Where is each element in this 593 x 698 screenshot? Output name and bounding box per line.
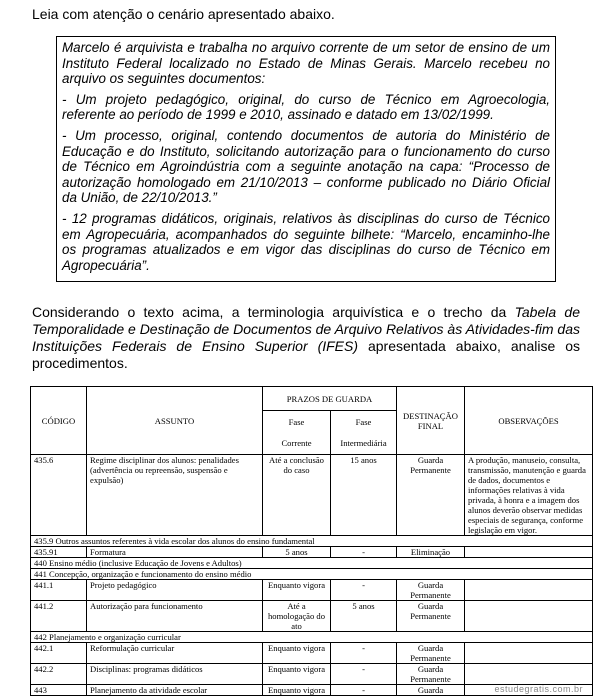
cell-observacoes [465, 664, 593, 685]
cell-corrente: Enquanto vigora [263, 664, 331, 685]
cell-codigo: 442.1 [31, 643, 87, 664]
cell-destinacao: Guarda Permanente [397, 580, 465, 601]
table-row [31, 580, 593, 601]
scenario-paragraph: - Um projeto pedagógico, original, do curso de Técnico em Agroecologia, referente ao período de 1999 e 2010, assinado e datado em 13/02/1999. [62, 91, 550, 123]
cell-corrente: Enquanto vigora [263, 580, 331, 601]
cell-observacoes [465, 643, 593, 664]
table-row [31, 547, 593, 558]
cell-intermediaria: 5 anos [331, 601, 397, 632]
cell-corrente: Até a homologação do ato [263, 601, 331, 632]
cell-assunto: Autorização para funcionamento [87, 601, 263, 632]
scenario-paragraph: Marcelo é arquivista e trabalha no arquivo corrente de um setor de ensino de um Instituto Federal localizado no Estado de Minas Gerais. Marcelo recebeu no arquivo os seguintes documentos: [62, 40, 550, 87]
cell-destinacao: Eliminação [397, 547, 465, 558]
cell-corrente: Enquanto vigora [263, 643, 331, 664]
temporality-table [30, 386, 593, 696]
cell-intermediaria: - [331, 685, 397, 696]
cell-intermediaria: 15 anos [331, 455, 397, 536]
header-corrente: Corrente [263, 433, 331, 455]
cell-destinacao: Guarda Permanente [397, 601, 465, 632]
intro-text: Leia com atenção o cenário apresentado abaixo. [32, 6, 335, 22]
section-row [31, 569, 593, 580]
watermark: estudegratis.com.br [494, 684, 583, 694]
cell-codigo: 435.6 [31, 455, 87, 536]
cell-assunto: Reformulação curricular [87, 643, 263, 664]
section-label: 442 Planejamento e organização curricular [31, 632, 593, 643]
section-row [31, 536, 593, 547]
cell-observacoes [465, 580, 593, 601]
cell-destinacao: Guarda [397, 685, 465, 696]
cell-destinacao: Guarda Permanente [397, 455, 465, 536]
header-destinacao: DESTINAÇÃO FINAL [397, 387, 465, 455]
scenario-box [56, 36, 556, 282]
cell-destinacao: Guarda Permanente [397, 643, 465, 664]
header-codigo: CÓDIGO [31, 387, 87, 455]
cell-intermediaria: - [331, 547, 397, 558]
cell-assunto: Planejamento da atividade escolar [87, 685, 263, 696]
header-fase-corrente: Fase [263, 411, 331, 433]
question-text-part: apresentada abaixo, analise os procedimentos. [32, 338, 580, 371]
cell-destinacao: Guarda Permanente [397, 664, 465, 685]
cell-assunto: Projeto pedagógico [87, 580, 263, 601]
cell-intermediaria: - [331, 580, 397, 601]
cell-assunto: Regime disciplinar dos alunos: penalidades (advertência ou repreensão, suspensão e expulsão) [87, 455, 263, 536]
section-row [31, 558, 593, 569]
header-assunto: ASSUNTO [87, 387, 263, 455]
cell-codigo: 441.2 [31, 601, 87, 632]
cell-codigo: 435.91 [31, 547, 87, 558]
cell-observacoes [465, 547, 593, 558]
table-row [31, 664, 593, 685]
question-text-part: Considerando o texto acima, a terminologia arquivística e o trecho da [32, 304, 515, 320]
header-intermediaria: Intermediária [331, 433, 397, 455]
section-label: 440 Ensino médio (inclusive Educação de Jovens e Adultos) [31, 558, 593, 569]
header-prazos: PRAZOS DE GUARDA [263, 387, 397, 411]
cell-intermediaria: - [331, 664, 397, 685]
header-observacoes: OBSERVAÇÕES [465, 387, 593, 455]
table-row [31, 643, 593, 664]
section-row [31, 632, 593, 643]
scenario-paragraph: - 12 programas didáticos, originais, relativos às disciplinas do curso de Técnico em Agropecuária, acompanhados do seguinte bilhete: “Marcelo, encaminho-lhe os programas atualizados e em vigor das disciplinas do curso de Técnico em Agropecuária”. [62, 210, 550, 273]
section-label: 435.9 Outros assuntos referentes à vida escolar dos alunos do ensino fundamental [31, 536, 593, 547]
cell-observacoes: A produção, manuseio, consulta, transmissão, manutenção e guarda de dados, documentos e informações relativas à vida privada, à honra e a imagem dos alunos deverão observar medidas especiais de segurança, conforme legislação em vigor. [465, 455, 593, 536]
table-row [31, 455, 593, 536]
cell-codigo: 442.2 [31, 664, 87, 685]
cell-assunto: Formatura [87, 547, 263, 558]
header-fase-intermediaria: Fase [331, 411, 397, 433]
question-text [32, 304, 580, 372]
table-row [31, 601, 593, 632]
cell-observacoes [465, 601, 593, 632]
cell-corrente: Enquanto vigora [263, 685, 331, 696]
scenario-paragraph: - Um processo, original, contendo documentos de autoria do Ministério de Educação e do Instituto, solicitando autorização para o funcionamento do curso de Técnico em Agroindústria com a seguinte anotação na capa: “Processo de autorização homologado em 21/10/2013 – conforme publicado no Diário Oficial da União, de 22/10/2013.” [62, 127, 550, 206]
cell-codigo: 443 [31, 685, 87, 696]
cell-assunto: Disciplinas: programas didáticos [87, 664, 263, 685]
table-title-reference: Tabela de Temporalidade e Destinação de Documentos de Arquivo Relativos às Atividades-fim das Instituições Federais de Ensino Superior (IFES) [32, 304, 580, 354]
cell-corrente: Até a conclusão do caso [263, 455, 331, 536]
section-label: 441 Concepção, organização e funcionamento do ensino médio [31, 569, 593, 580]
cell-intermediaria: - [331, 643, 397, 664]
cell-codigo: 441.1 [31, 580, 87, 601]
cell-corrente: 5 anos [263, 547, 331, 558]
